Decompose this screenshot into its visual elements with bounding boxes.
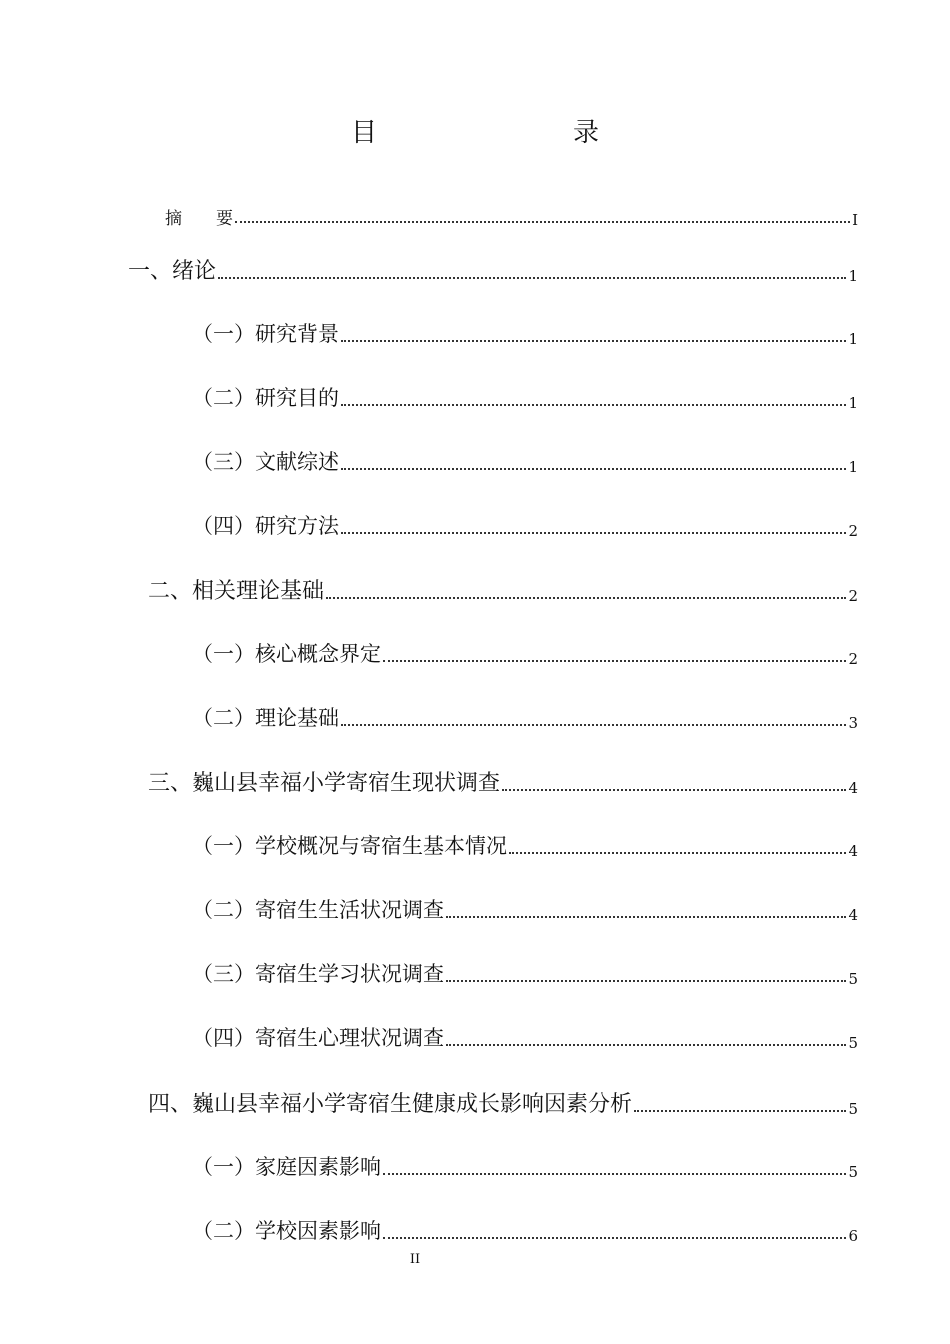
toc-page-number: 1	[848, 267, 858, 285]
toc-page-number: I	[852, 211, 858, 229]
toc-leader-dots	[634, 1110, 846, 1112]
toc-leader-dots	[446, 980, 846, 982]
toc-entry-text: （二）学校因素影响	[192, 1219, 381, 1243]
toc-entry-section[interactable]	[192, 382, 858, 412]
toc-page-number: 5	[848, 1034, 858, 1052]
toc-leader-dots	[235, 221, 850, 223]
toc-entry-text: （二）研究目的	[192, 386, 339, 410]
toc-entry-section[interactable]	[192, 958, 858, 988]
toc-entry-section[interactable]	[192, 702, 858, 732]
toc-entry-text: （一）研究背景	[192, 322, 339, 346]
toc-leader-dots	[383, 1173, 846, 1175]
toc-entry-section[interactable]	[192, 1151, 858, 1181]
toc-page-number: 5	[848, 970, 858, 988]
toc-page-number: 1	[848, 458, 858, 476]
toc-page-number: 4	[848, 779, 858, 797]
toc-entry-text: 二、相关理论基础	[148, 579, 325, 604]
toc-page-number: 6	[848, 1227, 858, 1245]
toc-entry-abstract[interactable]	[165, 204, 858, 229]
toc-page-number: 2	[848, 587, 858, 605]
toc-leader-dots	[446, 916, 846, 918]
toc-leader-dots	[341, 532, 846, 534]
toc-page-number: 2	[848, 650, 858, 668]
toc-entry-text: 四、巍山县幸福小学寄宿生健康成长影响因素分析	[148, 1092, 633, 1117]
toc-entry-section[interactable]	[192, 510, 858, 540]
toc-leader-dots	[502, 789, 846, 791]
toc-entry-chapter-3[interactable]	[148, 766, 858, 797]
toc-entry-chapter-4[interactable]	[148, 1087, 858, 1118]
toc-entry-text: （二）理论基础	[192, 706, 339, 730]
toc-leader-dots	[218, 277, 846, 279]
toc-entry-section[interactable]	[192, 638, 858, 668]
toc-page-number: 4	[848, 906, 858, 924]
toc-entry-section[interactable]	[192, 446, 858, 476]
toc-leader-dots	[341, 724, 846, 726]
toc-entry-text: 一、绪论	[128, 259, 217, 284]
toc-entry-section[interactable]	[192, 1022, 858, 1052]
toc-page-number: 1	[848, 394, 858, 412]
toc-page-number: 3	[848, 714, 858, 732]
toc-page-number: 4	[848, 842, 858, 860]
toc-entry-text: （四）寄宿生心理状况调查	[192, 1026, 444, 1050]
toc-leader-dots	[341, 468, 846, 470]
toc-entry-text: 三、巍山县幸福小学寄宿生现状调查	[148, 771, 501, 796]
toc-entry-text: （三）文献综述	[192, 450, 339, 474]
toc-entry-text: （一）核心概念界定	[192, 642, 381, 666]
toc-entry-section[interactable]	[192, 830, 858, 860]
toc-entry-section[interactable]	[192, 894, 858, 924]
toc-entry-section[interactable]	[192, 1215, 858, 1245]
toc-entry-text: （三）寄宿生学习状况调查	[192, 962, 444, 986]
toc-entry-text: （二）寄宿生生活状况调查	[192, 898, 444, 922]
toc-leader-dots	[383, 1237, 846, 1239]
toc-leader-dots	[383, 660, 846, 662]
toc-page-number: 1	[848, 330, 858, 348]
toc-leader-dots	[341, 340, 846, 342]
toc-entry-section[interactable]	[192, 318, 858, 348]
toc-entry-text: 摘 要	[165, 209, 233, 229]
toc-page-number: 2	[848, 522, 858, 540]
toc-entry-text: （一）学校概况与寄宿生基本情况	[192, 834, 507, 858]
page-title: 目 录	[350, 118, 647, 148]
toc-leader-dots	[341, 404, 846, 406]
toc-entry-chapter-2[interactable]	[148, 574, 858, 605]
toc-entry-text: （一）家庭因素影响	[192, 1155, 381, 1179]
toc-page-number: 5	[848, 1163, 858, 1181]
page-number-footer: II	[409, 1252, 421, 1267]
toc-leader-dots	[446, 1044, 846, 1046]
toc-leader-dots	[509, 852, 846, 854]
toc-page-number: 5	[848, 1100, 858, 1118]
toc-leader-dots	[326, 597, 846, 599]
toc-entry-chapter-1[interactable]	[128, 254, 858, 285]
toc-entry-text: （四）研究方法	[192, 514, 339, 538]
